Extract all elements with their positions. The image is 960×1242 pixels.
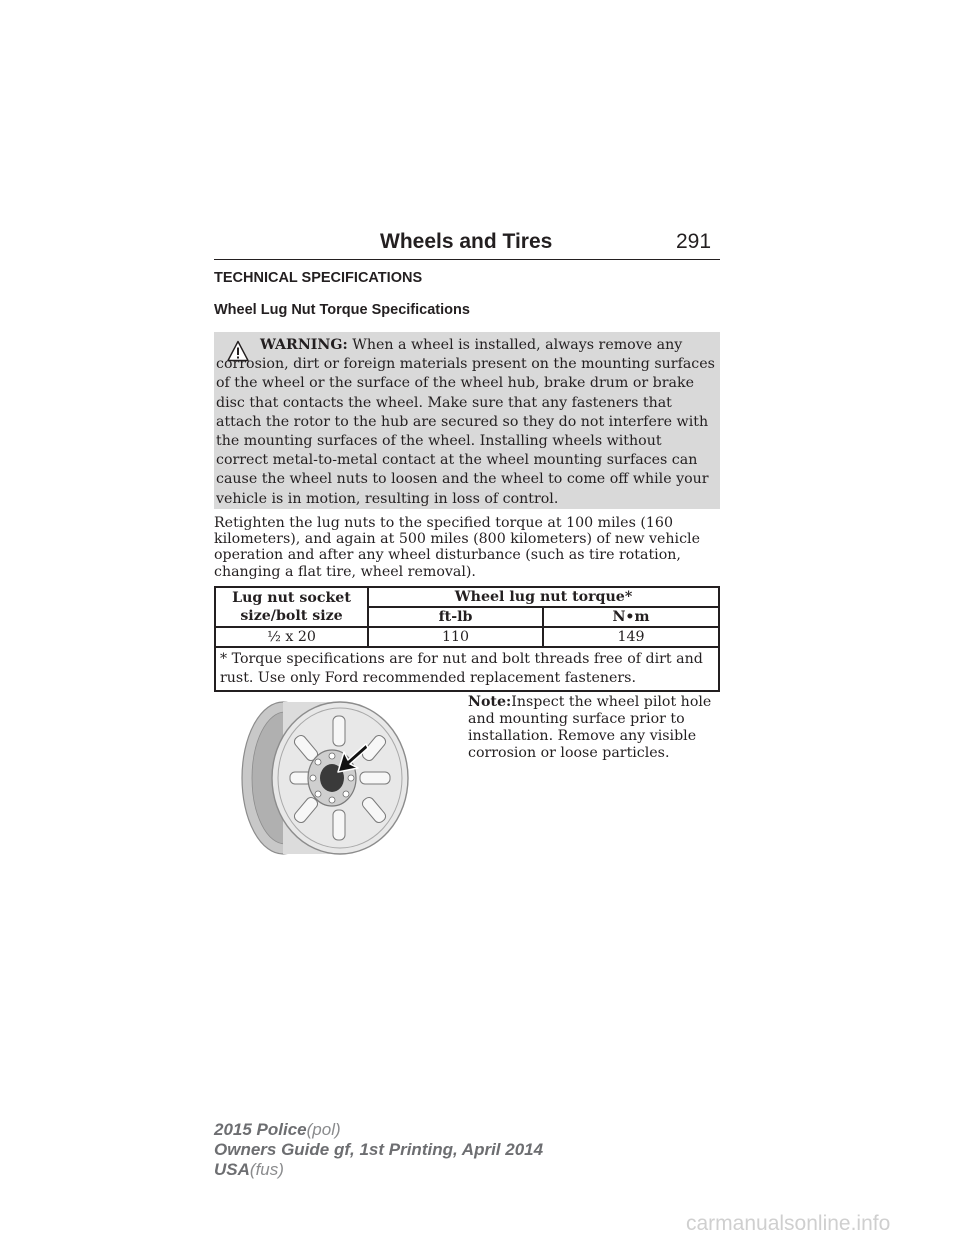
footer-model: 2015 Police xyxy=(214,1120,307,1139)
col-header-torque: Wheel lug nut torque* xyxy=(368,587,719,607)
note-text xyxy=(468,694,720,762)
footer-market: USA xyxy=(214,1160,250,1179)
page-header-title: Wheels and Tires xyxy=(380,230,553,253)
footer-line-1 xyxy=(214,1120,341,1140)
cell-size: ½ x 20 xyxy=(215,627,368,647)
col-header-nm: N•m xyxy=(543,607,719,627)
retighten-paragraph: Retighten the lug nuts to the specified torque at 100 miles (160 kilometers), and again at 500 miles (800 kilometers) of new vehicle operation and after any wheel disturbance (such as tire rotation, changing a flat tire, wheel removal). xyxy=(214,515,700,580)
note-body: Inspect the wheel pilot hole and mounting surface prior to installation. Remove any visible corrosion or loose particles. xyxy=(468,694,712,761)
footer-line-2 xyxy=(214,1140,543,1160)
warning-box xyxy=(214,332,720,509)
footer-guide: Owners Guide gf, 1st Printing, April 2014 xyxy=(214,1140,544,1159)
sub-heading: Wheel Lug Nut Torque Specifications xyxy=(214,302,470,318)
footer-line-3 xyxy=(214,1160,284,1180)
cell-ftlb: 110 xyxy=(368,627,543,647)
watermark: carmanualsonline.info xyxy=(686,1212,891,1235)
cell-nm: 149 xyxy=(543,627,719,647)
footer-market-code: (fus) xyxy=(249,1160,284,1179)
warning-text xyxy=(216,336,716,509)
table-row xyxy=(215,627,719,647)
torque-spec-table xyxy=(214,586,720,692)
section-heading: TECHNICAL SPECIFICATIONS xyxy=(214,270,423,286)
footer-model-code: (pol) xyxy=(306,1120,341,1139)
col-header-socket-size: Lug nut socket size/bolt size xyxy=(215,587,368,627)
wheel-illustration-icon xyxy=(238,696,412,858)
note-label: Note: xyxy=(468,694,512,710)
col-header-ftlb: ft-lb xyxy=(368,607,543,627)
warning-label: WARNING: xyxy=(260,337,348,353)
table-footnote: * Torque specifications are for nut and bolt threads free of dirt and rust. Use only Ford recommended replacement fasteners. xyxy=(215,647,719,691)
page-number: 291 xyxy=(676,230,712,253)
warning-body: When a wheel is installed, always remove any corrosion, dirt or foreign materials present on the mounting surfaces of the wheel or the surface of the wheel hub, brake drum or brake disc that contacts the wheel. Make sure that any fasteners that attach the rotor to the hub are secured so they do not interfere with the mounting surfaces of the wheel. Installing wheels without correct metal-to-metal contact at the wheel mounting surfaces can cause the wheel nuts to loosen and the wheel to come off while your vehicle is in motion, resulting in loss of control. xyxy=(216,337,715,507)
header-rule xyxy=(214,259,720,260)
